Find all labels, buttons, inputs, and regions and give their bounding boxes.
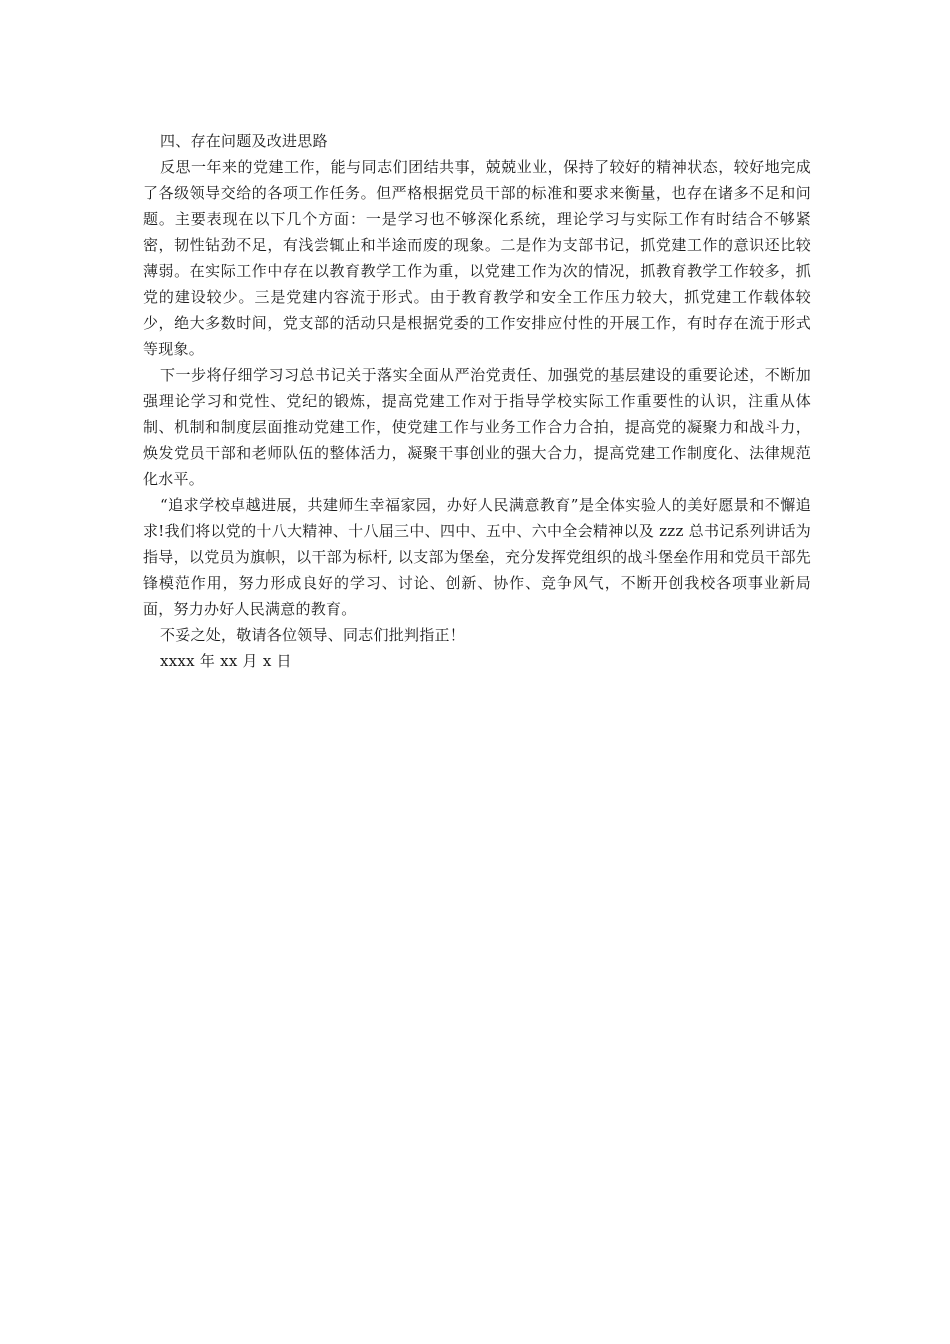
paragraph-reflection: 反思一年来的党建工作，能与同志们团结共事，兢兢业业，保持了较好的精神状态，较好地完成了各级领导交给的各项工作任务。但严格根据党员干部的标准和要求来衡量，也存在诸多不足和问题。主要表现在以下几个方面：一是学习也不够深化系统，理论学习与实际工作有时结合不够紧密，韧性钻劲不足，有浅尝辄止和半途而废的现象。二是作为支部书记，抓党建工作的意识还比较薄弱。在实际工作中存在以教育教学工作为重，以党建工作为次的情况，抓教育教学工作较多，抓党的建设较少。三是党建内容流于形式。由于教育教学和安全工作压力较大，抓党建工作载体较少，绝大多数时间，党支部的活动只是根据党委的工作安排应付性的开展工作，有时存在流于形式等现象。 xyxy=(143,158,811,358)
document-date: xxxx 年 xx 月 x 日 xyxy=(160,652,292,670)
section-heading: 四、存在问题及改进思路 xyxy=(160,132,328,150)
paragraph-next-steps: 下一步将仔细学习习总书记关于落实全面从严治党责任、加强党的基层建设的重要论述，不断加强理论学习和党性、党纪的锻炼，提高党建工作对于指导学校实际工作重要性的认识，注重从体制、机制和制度层面推动党建工作，使党建工作与业务工作合力合拍，提高党的凝聚力和战斗力，焕发党员干部和老师队伍的整体活力，凝聚干事创业的强大合力，提高党建工作制度化、法律规范化水平。 xyxy=(143,366,811,488)
paragraph-vision: “追求学校卓越进展，共建师生幸福家园，办好人民满意教育”是全体实验人的美好愿景和不懈追求!我们将以党的十八大精神、十八届三中、四中、五中、六中全会精神以及 zzz 总书记系列讲话为指导，以党员为旗帜，以干部为标杆, 以支部为堡垒，充分发挥党组织的战斗堡垒作用和党员干部先锋模范作用，努力形成良好的学习、讨论、创新、协作、竞争风气，不断开创我校各项事业新局面，努力办好人民满意的教育。 xyxy=(143,496,811,618)
document-body xyxy=(143,128,811,674)
closing-remark: 不妥之处，敬请各位领导、同志们批判指正！ xyxy=(160,626,466,644)
